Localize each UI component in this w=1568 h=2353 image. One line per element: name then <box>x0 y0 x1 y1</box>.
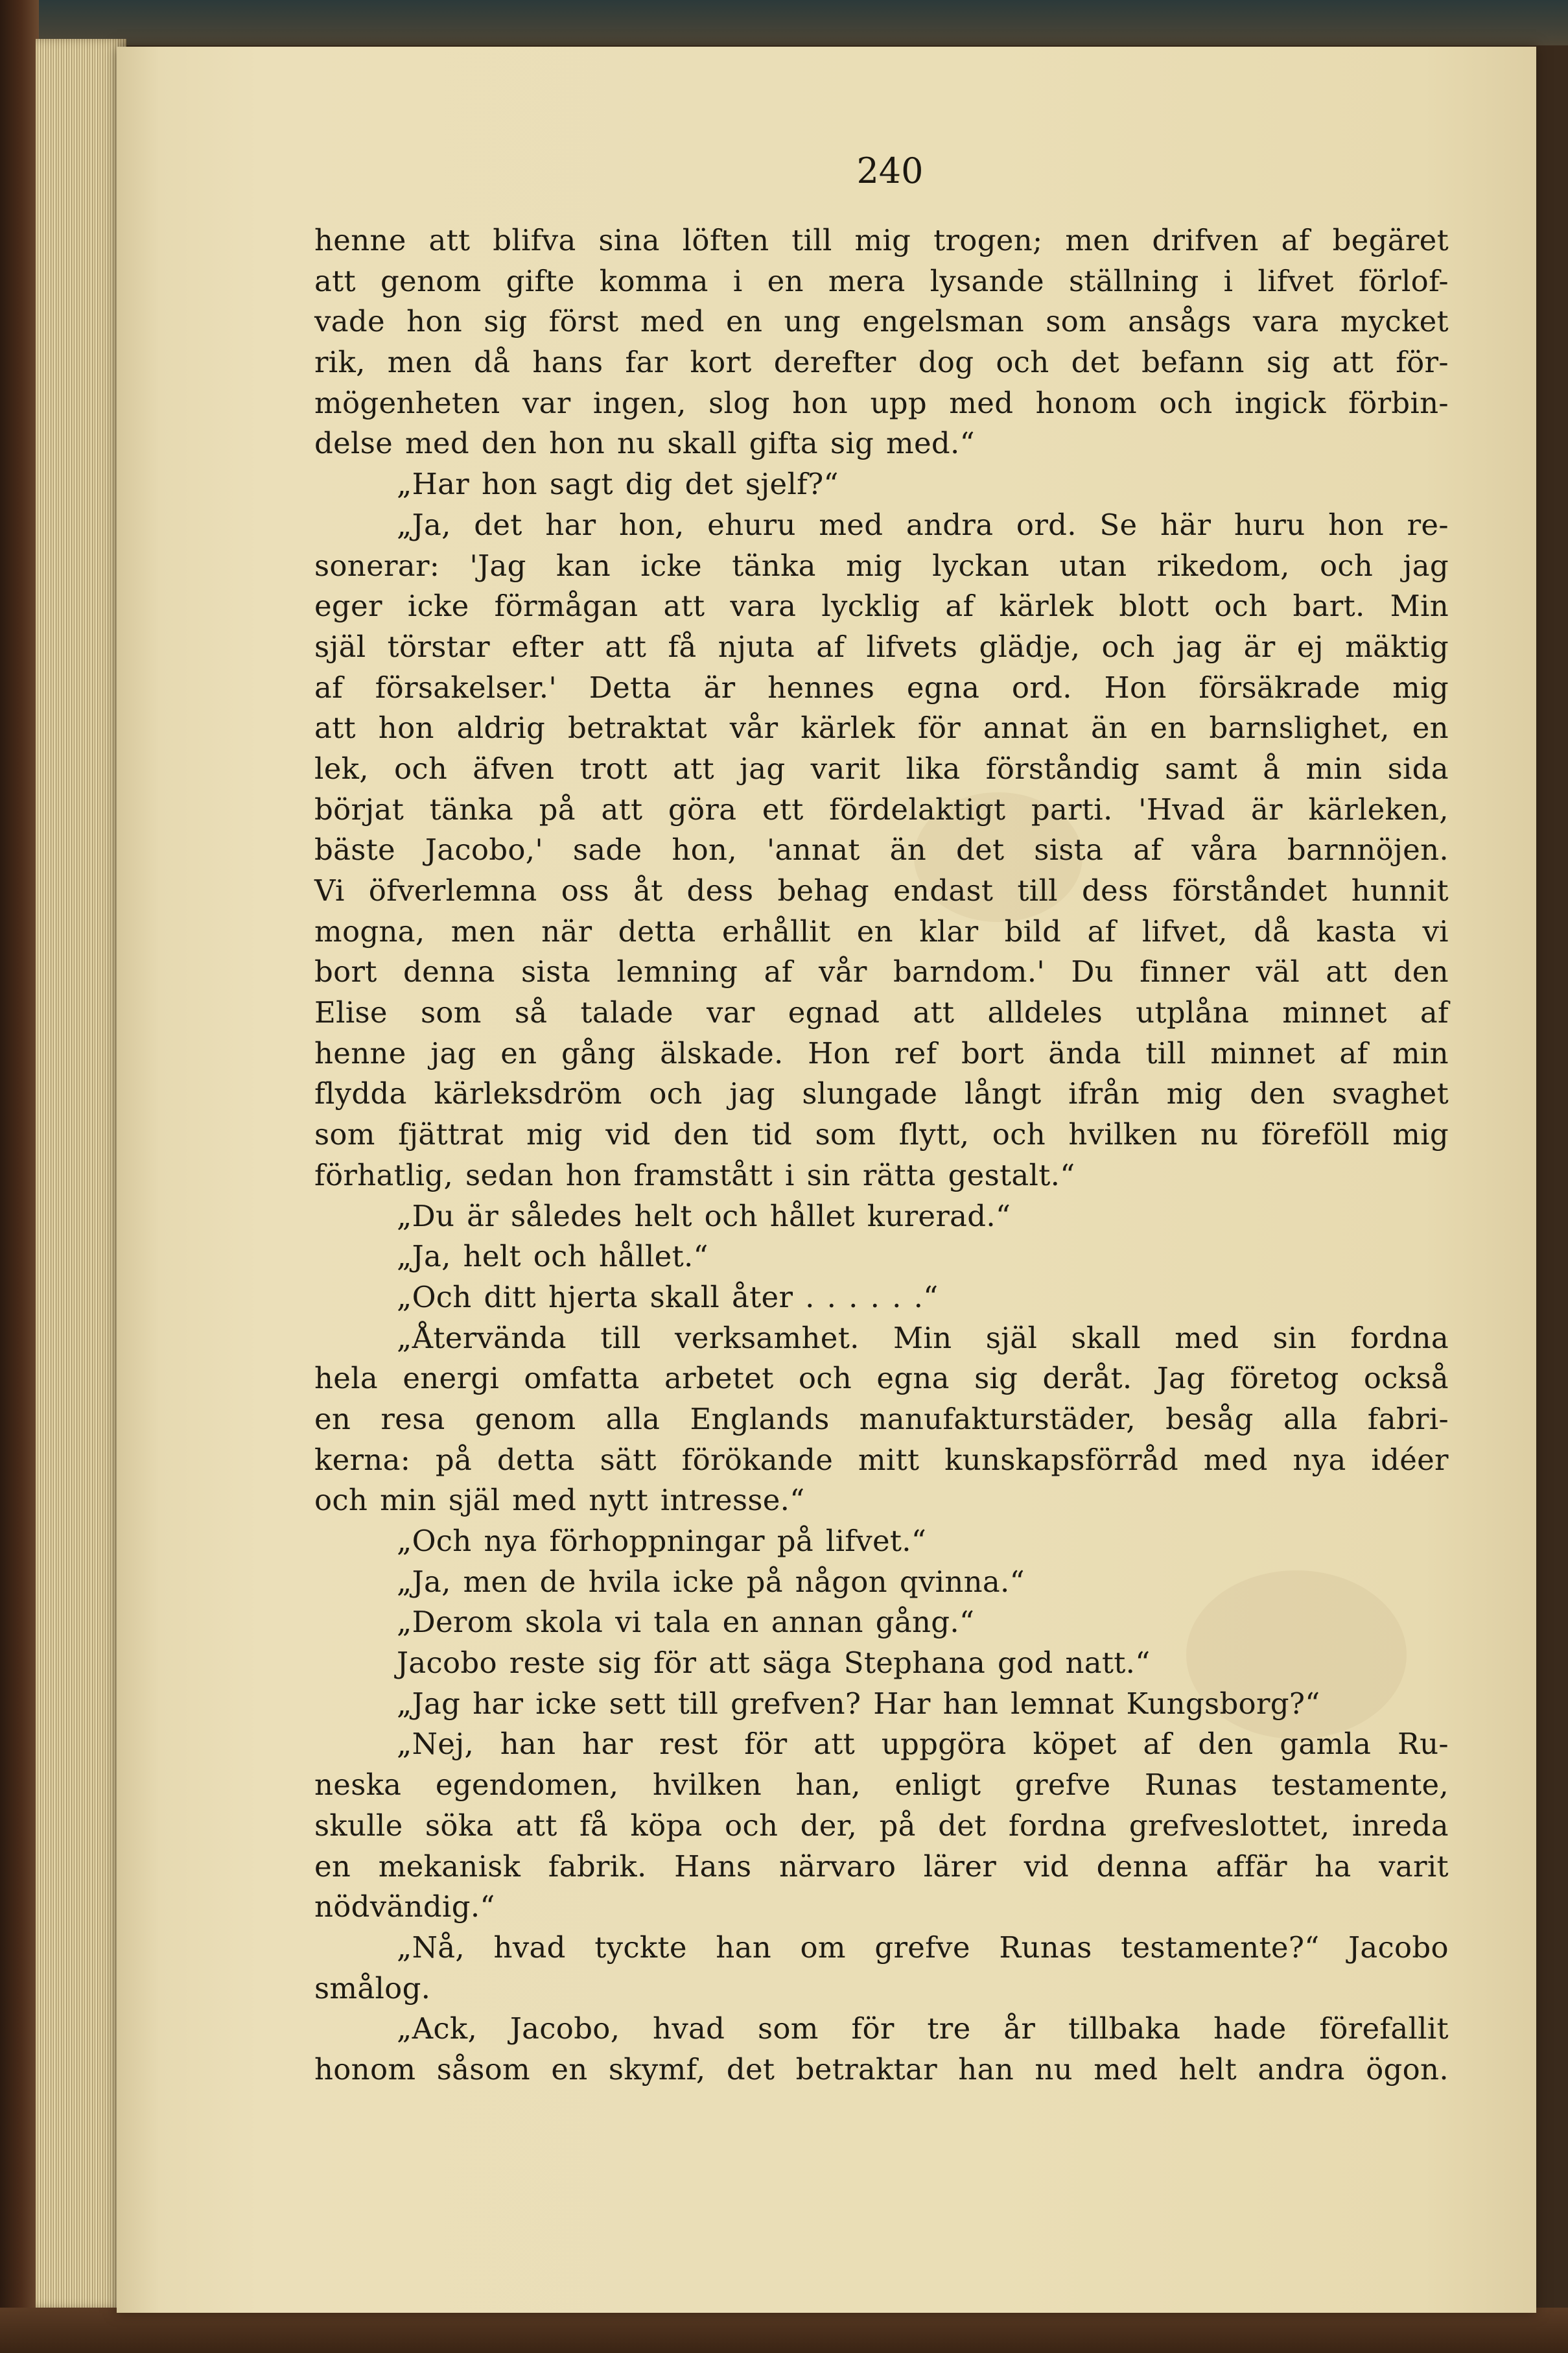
text-line: Jacobo reste sig för att säga Stephana god natt.“ <box>397 1646 1151 1681</box>
text-line: delse med den hon nu skall gifta sig med.“ <box>314 426 975 461</box>
text-line: att hon aldrig betraktat vår kärlek för annat än en barnslighet, en <box>314 711 1449 746</box>
text-line: „Ja, helt och hållet.“ <box>397 1239 708 1274</box>
text-line: „Du är således helt och hållet kurerad.“ <box>397 1198 1011 1233</box>
text-line: mogna, men när detta erhållit en klar bild af lifvet, då kasta vi <box>314 914 1449 949</box>
text-line: henne jag en gång älskade. Hon ref bort ända till minnet af min <box>314 1035 1449 1070</box>
text-line: en resa genom alla Englands manufakturstäder, besåg alla fabri- <box>314 1401 1449 1436</box>
text-line: börjat tänka på att göra ett fördelaktigt parti. 'Hvad är kärleken, <box>314 792 1449 827</box>
text-line: „Ja, men de hvila icke på någon qvinna.“ <box>397 1564 1025 1599</box>
text-line: själ törstar efter att få njuta af lifvets glädje, och jag är ej mäktig <box>314 629 1449 664</box>
text-line: henne att blifva sina löften till mig trogen; men drifven af begäret <box>314 223 1449 257</box>
text-line: förhatlig, sedan hon framstått i sin rätta gestalt.“ <box>314 1157 1075 1192</box>
text-line: som fjättrat mig vid den tid som flytt, och hvilken nu föreföll mig <box>314 1117 1449 1152</box>
text-line: bort denna sista lemning af vår barndom.' Du finner väl att den <box>314 954 1449 989</box>
text-line: en mekanisk fabrik. Hans närvaro lärer vid denna affär ha varit <box>314 1849 1449 1884</box>
text-line: „Har hon sagt dig det sjelf?“ <box>397 467 839 502</box>
text-line: „Ja, det har hon, ehuru med andra ord. Se här huru hon re- <box>397 507 1449 542</box>
text-line: eger icke förmågan att vara lycklig af kärlek blott och bart. Min <box>314 589 1449 624</box>
text-line: af försakelser.' Detta är hennes egna ord. Hon försäkrade mig <box>314 670 1449 705</box>
book-cover-top-edge <box>0 0 1568 45</box>
text-line: „Ack, Jacobo, hvad som för tre år tillbaka hade förefallit <box>397 2011 1449 2046</box>
text-line: lek, och äfven trott att jag varit lika förståndig samt å min sida <box>314 751 1449 786</box>
text-line: neska egendomen, hvilken han, enligt grefve Runas testamente, <box>314 1768 1449 1803</box>
body-text <box>314 220 1449 2090</box>
text-line: att genom gifte komma i en mera lysande ställning i lifvet förlof- <box>314 263 1449 298</box>
text-line: flydda kärleksdröm och jag slungade långt ifrån mig den svaghet <box>314 1076 1449 1111</box>
text-line: „Och ditt hjerta skall åter . . . . . .“ <box>397 1279 939 1314</box>
text-line: Vi öfverlemna oss åt dess behag endast till dess förståndet hunnit <box>314 873 1449 908</box>
text-line: „Derom skola vi tala en annan gång.“ <box>397 1605 975 1640</box>
text-line: och min själ med nytt intresse.“ <box>314 1483 805 1518</box>
text-line: rik, men då hans far kort derefter dog och det befann sig att för- <box>314 345 1449 380</box>
text-line: kerna: på detta sätt förökande mitt kunskapsförråd med nya idéer <box>314 1442 1449 1477</box>
text-line: „Och nya förhoppningar på lifvet.“ <box>397 1524 927 1558</box>
text-line: smålog. <box>314 1970 431 2005</box>
book-cover-bottom-edge <box>0 2308 1568 2353</box>
text-line: sonerar: 'Jag kan icke tänka mig lyckan utan rikedom, och jag <box>314 548 1449 583</box>
text-line: „Nej, han har rest för att uppgöra köpet af den gamla Ru- <box>397 1727 1449 1762</box>
text-line: bäste Jacobo,' sade hon, 'annat än det sista af våra barnnöjen. <box>314 833 1449 868</box>
text-line: „Återvända till verksamhet. Min själ skall med sin fordna <box>397 1320 1449 1355</box>
text-line: „Nå, hvad tyckte han om grefve Runas testamente?“ Jacobo <box>397 1930 1449 1965</box>
book-cover-left-edge <box>0 0 39 2353</box>
text-line: „Jag har icke sett till grefven? Har han lemnat Kungsborg?“ <box>397 1686 1320 1721</box>
text-line: Elise som så talade var egnad att alldeles utplåna minnet af <box>314 995 1449 1030</box>
text-line: mögenheten var ingen, slog hon upp med honom och ingick förbin- <box>314 385 1449 420</box>
text-line: nödvändig.“ <box>314 1889 495 1924</box>
text-line: honom såsom en skymf, det betraktar han nu med helt andra ögon. <box>314 2051 1449 2087</box>
text-line: hela energi omfatta arbetet och egna sig deråt. Jag företog också <box>314 1361 1449 1396</box>
text-line: skulle söka att få köpa och der, på det fordna grefveslottet, inreda <box>314 1808 1449 1843</box>
page-number: 240 <box>856 150 924 191</box>
text-line: vade hon sig först med en ung engelsman som ansågs vara mycket <box>314 304 1449 339</box>
stacked-page-edges <box>36 39 126 2308</box>
